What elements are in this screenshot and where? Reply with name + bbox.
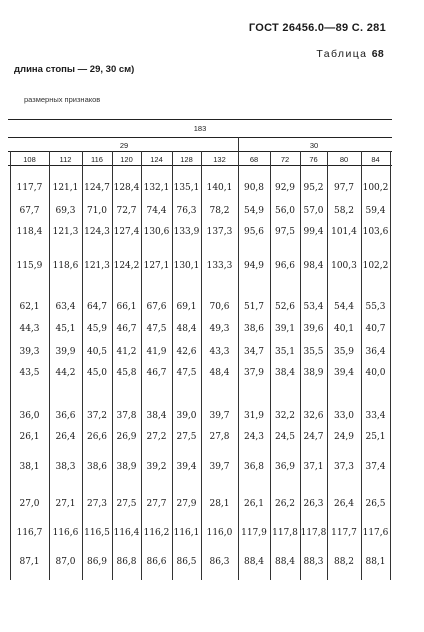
- table-cell: 44,2: [55, 368, 76, 378]
- table-cell: 88,2: [333, 557, 355, 567]
- table-cell: 27,7: [146, 499, 167, 509]
- table-cell: 88,1: [365, 557, 386, 567]
- table-cell: 33,0: [333, 411, 355, 421]
- table-cell: 38,3: [55, 462, 76, 472]
- table-cell: 97,7: [333, 183, 355, 193]
- column-header: 124: [150, 155, 163, 164]
- table-cell: 63,4: [55, 302, 76, 312]
- table-cell: 98,4: [303, 261, 324, 271]
- table-cell: 118,4: [16, 227, 43, 237]
- table-cell: 27,1: [55, 499, 76, 509]
- group-header-rule: [8, 137, 392, 138]
- column-header: 108: [23, 155, 36, 164]
- table-cell: 72,7: [116, 206, 137, 216]
- table-cell: 40,7: [365, 324, 386, 334]
- table-cell: 28,1: [209, 499, 230, 509]
- table-cell: 95,2: [303, 183, 324, 193]
- table-cell: 37,2: [86, 411, 108, 421]
- table-cell: 97,5: [274, 227, 296, 237]
- table-cell: 48,4: [176, 324, 197, 334]
- group-header-183: 183: [193, 124, 207, 133]
- table-cell: 27,5: [176, 432, 197, 442]
- table-cell: 39,4: [333, 368, 355, 378]
- table-cell: 86,6: [146, 557, 167, 567]
- column-header: 112: [59, 155, 72, 164]
- table-cell: 58,2: [333, 206, 355, 216]
- table-cell: 135,1: [173, 183, 200, 193]
- table-cell: 117,8: [300, 528, 327, 538]
- table-cell: 64,7: [86, 302, 108, 312]
- table-cell: 24,7: [303, 432, 324, 442]
- table-cell: 118,6: [52, 261, 79, 271]
- table-cell: 24,5: [274, 432, 296, 442]
- table-cell: 27,8: [209, 432, 230, 442]
- table-cell: 36,4: [365, 347, 386, 357]
- table-cell: 32,2: [274, 411, 296, 421]
- table-cell: 121,3: [52, 227, 79, 237]
- column-divider: [390, 151, 391, 580]
- table-cell: 38,6: [86, 462, 108, 472]
- table-cell: 59,4: [365, 206, 386, 216]
- table-cell: 37,3: [333, 462, 355, 472]
- table-cell: 102,2: [362, 261, 389, 271]
- table-cell: 26,3: [303, 499, 324, 509]
- table-cell: 86,5: [176, 557, 197, 567]
- table-cell: 42,6: [176, 347, 197, 357]
- table-cell: 27,2: [146, 432, 167, 442]
- table-cell: 31,9: [243, 411, 265, 421]
- table-cell: 43,5: [19, 368, 40, 378]
- table-cell: 100,3: [331, 261, 357, 271]
- table-cell: 34,7: [243, 347, 265, 357]
- table-cell: 62,1: [19, 302, 40, 312]
- table-cell: 116,4: [113, 528, 140, 538]
- table-cell: 121,1: [52, 183, 79, 193]
- table-cell: 36,9: [274, 462, 296, 472]
- table-subcaption: размерных признаков: [24, 95, 101, 104]
- table-cell: 35,5: [303, 347, 324, 357]
- table-cell: 44,3: [19, 324, 40, 334]
- table-cell: 116,0: [206, 528, 233, 538]
- table-cell: 39,0: [176, 411, 197, 421]
- table-cell: 116,2: [143, 528, 170, 538]
- table-cell: 39,7: [209, 462, 230, 472]
- table-cell: 69,1: [176, 302, 197, 312]
- table-cell: 39,9: [55, 347, 76, 357]
- table-cell: 52,6: [274, 302, 296, 312]
- table-cell: 36,6: [55, 411, 76, 421]
- table-cell: 140,1: [206, 183, 233, 193]
- table-cell: 40,0: [365, 368, 386, 378]
- table-cell: 86,3: [209, 557, 230, 567]
- column-header: 72: [280, 155, 290, 164]
- table-cell: 87,1: [19, 557, 40, 567]
- table-cell: 88,3: [303, 557, 324, 567]
- table-cell: 36,0: [19, 411, 40, 421]
- table-cell: 66,1: [116, 302, 137, 312]
- table-cell: 128,4: [113, 183, 140, 193]
- table-cell: 116,6: [52, 528, 79, 538]
- table-cell: 39,3: [19, 347, 40, 357]
- table-cell: 88,4: [274, 557, 296, 567]
- table-cell: 67,7: [19, 206, 40, 216]
- table-cell: 38,9: [303, 368, 324, 378]
- table-cell: 86,9: [86, 557, 108, 567]
- table-cell: 124,2: [113, 261, 140, 271]
- table-cell: 92,9: [274, 183, 296, 193]
- table-cell: 27,3: [86, 499, 108, 509]
- table-cell: 127,4: [113, 227, 140, 237]
- table-cell: 67,6: [146, 302, 167, 312]
- table-cell: 132,1: [143, 183, 170, 193]
- table-cell: 26,1: [243, 499, 265, 509]
- table-cell: 71,0: [86, 206, 108, 216]
- table-cell: 116,7: [16, 528, 43, 538]
- table-cell: 24,9: [333, 432, 355, 442]
- table-cell: 133,3: [206, 261, 233, 271]
- table-cell: 38,6: [243, 324, 265, 334]
- foot-length-29: 29: [119, 141, 129, 150]
- table-cell: 47,5: [146, 324, 167, 334]
- table-cell: 45,9: [86, 324, 108, 334]
- table-cell: 41,9: [146, 347, 167, 357]
- table-cell: 26,5: [365, 499, 386, 509]
- table-cell: 47,5: [176, 368, 197, 378]
- table-cell: 130,6: [143, 227, 170, 237]
- table-cell: 137,3: [206, 227, 233, 237]
- table-cell: 41,2: [116, 347, 137, 357]
- table-cell: 121,3: [84, 261, 110, 271]
- table-cell: 37,1: [303, 462, 324, 472]
- table-cell: 40,5: [86, 347, 108, 357]
- column-divider: [238, 137, 239, 580]
- column-header: 128: [180, 155, 193, 164]
- table-cell: 37,9: [243, 368, 265, 378]
- table-cell: 35,1: [274, 347, 296, 357]
- table-cell: 26,6: [86, 432, 108, 442]
- table-cell: 45,8: [116, 368, 137, 378]
- table-caption: длина стопы — 29, 30 см): [14, 64, 135, 75]
- table-cell: 101,4: [331, 227, 357, 237]
- table-cell: 39,6: [303, 324, 324, 334]
- table-cell: 39,1: [274, 324, 296, 334]
- table-cell: 35,9: [333, 347, 355, 357]
- table-cell: 39,2: [146, 462, 167, 472]
- table-cell: 69,3: [55, 206, 76, 216]
- table-cell: 54,4: [333, 302, 355, 312]
- foot-length-30: 30: [309, 141, 319, 150]
- table-cell: 56,0: [274, 206, 296, 216]
- table-cell: 37,4: [365, 462, 386, 472]
- table-cell: 116,1: [173, 528, 200, 538]
- column-header: 120: [120, 155, 133, 164]
- table-cell: 117,9: [241, 528, 267, 538]
- table-cell: 88,4: [243, 557, 265, 567]
- table-title: [316, 48, 384, 60]
- table-cell: 46,7: [116, 324, 137, 334]
- table-cell: 27,9: [176, 499, 197, 509]
- table-cell: 99,4: [303, 227, 324, 237]
- table-cell: 57,0: [303, 206, 324, 216]
- table-cell: 87,0: [55, 557, 76, 567]
- table-cell: 43,3: [209, 347, 230, 357]
- table-cell: 25,1: [365, 432, 386, 442]
- table-cell: 117,6: [362, 528, 389, 538]
- table-cell: 115,9: [16, 261, 43, 271]
- table-cell: 39,4: [176, 462, 197, 472]
- table-cell: 38,1: [19, 462, 40, 472]
- table-cell: 45,0: [86, 368, 108, 378]
- column-header-rule: [8, 165, 392, 166]
- table-cell: 116,5: [84, 528, 110, 538]
- table-cell: 36,8: [243, 462, 265, 472]
- table-number: 68: [371, 48, 384, 60]
- table-cell: 27,0: [19, 499, 40, 509]
- column-header: 76: [309, 155, 318, 164]
- column-header: 132: [213, 155, 226, 164]
- table-cell: 26,4: [333, 499, 355, 509]
- table-cell: 124,3: [84, 227, 110, 237]
- table-cell: 95,6: [243, 227, 265, 237]
- table-cell: 70,6: [209, 302, 230, 312]
- table-cell: 32,6: [303, 411, 324, 421]
- table-cell: 74,4: [146, 206, 167, 216]
- table-cell: 86,8: [116, 557, 137, 567]
- column-header: 84: [371, 155, 380, 164]
- table-cell: 38,4: [146, 411, 167, 421]
- table-cell: 54,9: [243, 206, 265, 216]
- table-cell: 53,4: [303, 302, 324, 312]
- table-cell: 45,1: [55, 324, 76, 334]
- table-cell: 124,7: [84, 183, 110, 193]
- table-cell: 76,3: [176, 206, 197, 216]
- table-top-rule: [8, 119, 392, 120]
- table-cell: 40,1: [333, 324, 355, 334]
- table-cell: 39,7: [209, 411, 230, 421]
- table-cell: 96,6: [274, 261, 296, 271]
- table-cell: 127,1: [143, 261, 170, 271]
- table-cell: 100,2: [362, 183, 389, 193]
- table-cell: 26,1: [19, 432, 40, 442]
- table-cell: 94,9: [243, 261, 265, 271]
- table-cell: 133,9: [173, 227, 200, 237]
- table-cell: 26,2: [274, 499, 296, 509]
- table-cell: 27,5: [116, 499, 137, 509]
- table-cell: 78,2: [209, 206, 230, 216]
- table-cell: 46,7: [146, 368, 167, 378]
- table-cell: 48,4: [209, 368, 230, 378]
- table-cell: 117,7: [16, 183, 43, 193]
- table-cell: 26,4: [55, 432, 76, 442]
- table-cell: 38,9: [116, 462, 137, 472]
- column-header: 68: [249, 155, 259, 164]
- column-header: 80: [339, 155, 349, 164]
- table-cell: 38,4: [274, 368, 296, 378]
- table-cell: 90,8: [243, 183, 265, 193]
- table-cell: 130,1: [173, 261, 200, 271]
- table-cell: 117,7: [331, 528, 357, 538]
- page-header: ГОСТ 26456.0—89 С. 281: [248, 22, 386, 34]
- table-cell: 51,7: [243, 302, 265, 312]
- table-title-label: Таблица: [316, 48, 368, 60]
- table-cell: 33,4: [365, 411, 386, 421]
- table-cell: 26,9: [116, 432, 137, 442]
- table-cell: 24,3: [243, 432, 265, 442]
- column-header: 116: [91, 155, 103, 164]
- table-cell: 55,3: [365, 302, 386, 312]
- table-cell: 103,6: [362, 227, 389, 237]
- foot-length-rule: [8, 151, 392, 152]
- table-cell: 49,3: [209, 324, 230, 334]
- table-cell: 117,8: [272, 528, 298, 538]
- table-cell: 37,8: [116, 411, 137, 421]
